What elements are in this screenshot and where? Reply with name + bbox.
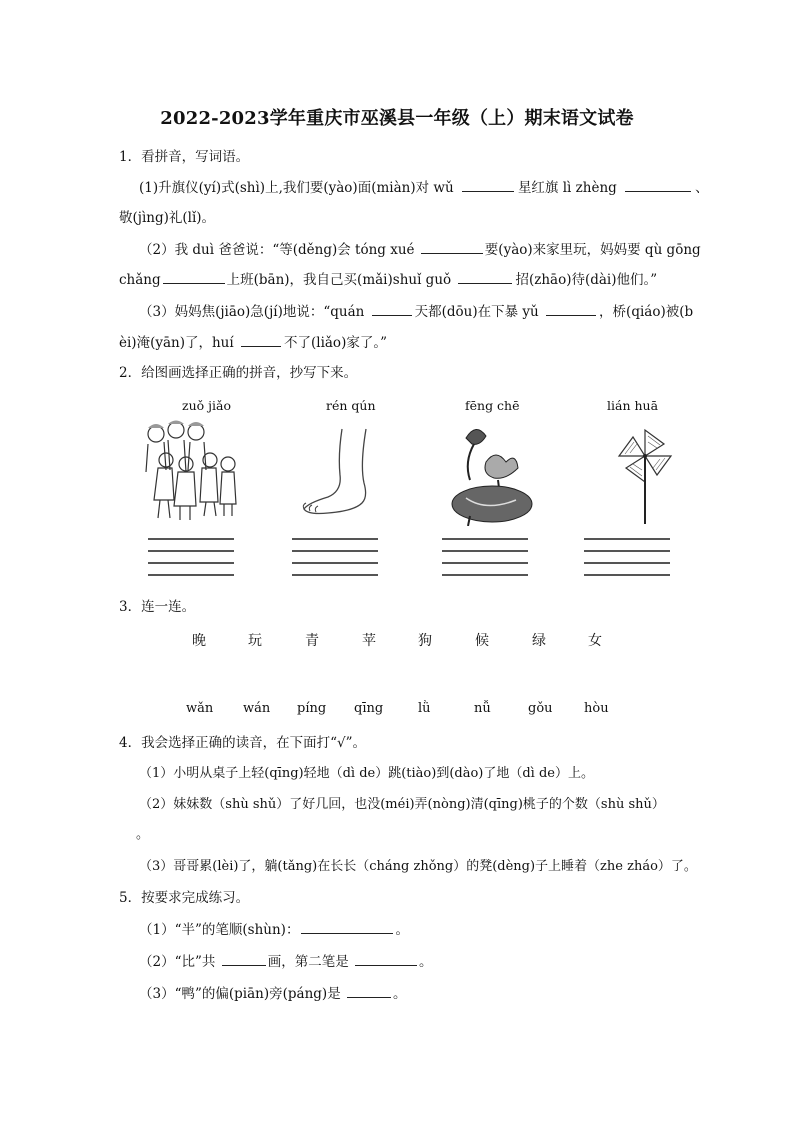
q5-text: 。 (393, 986, 407, 1002)
match-pinyin[interactable]: qīng (354, 701, 384, 716)
answer-blank[interactable] (421, 240, 483, 254)
q1-text: 招(zhāo)待(dài)他们。” (515, 272, 658, 288)
match-pinyin[interactable]: píng (297, 701, 327, 716)
q1-line-6 (119, 333, 387, 352)
q1-text: （3）妈妈焦(jiāo)急(jí)地说：“quán (139, 304, 365, 320)
q5-text: 画，第二笔是 (267, 954, 349, 970)
q1-line-5 (139, 302, 693, 321)
q1-text: 、 (695, 180, 709, 196)
q4-line-4: （3）哥哥累(lèi)了，躺(tǎng)在长长（cháng zhǒng）的凳(dèng)子上睡着（zhe zháo）了。 (139, 859, 697, 874)
match-pinyin[interactable]: lǜ (418, 701, 431, 716)
q4-line-3: 。 (136, 827, 150, 842)
answer-blank[interactable] (222, 952, 266, 966)
match-character[interactable]: 苹 (362, 633, 376, 649)
answer-blank[interactable] (372, 302, 412, 316)
pinyin-option: lián huā (607, 398, 659, 413)
match-character[interactable]: 狗 (418, 633, 432, 649)
q1-text: 星红旗 lì zhèng (517, 180, 617, 196)
answer-blank[interactable] (347, 984, 391, 998)
q5-heading: 5．按要求完成练习。 (119, 890, 250, 906)
q1-text: (1)升旗仪(yí)式(shì)上,我们要(yào)面(miàn)对 wǔ (139, 180, 454, 196)
q5-text: （1）“半”的笔顺(shùn)： (139, 922, 300, 938)
match-pinyin[interactable]: gǒu (528, 701, 553, 716)
q1-heading: 1．看拼音，写词语。 (119, 149, 250, 165)
match-pinyin[interactable]: wǎn (186, 701, 214, 716)
pinyin-option: zuǒ jiǎo (182, 398, 231, 413)
match-character[interactable]: 女 (588, 633, 602, 649)
match-character[interactable]: 绿 (532, 633, 546, 649)
foot-picture (298, 425, 380, 517)
q5-text: （2）“比”共 (139, 954, 216, 970)
q3-heading: 3．连一连。 (119, 599, 196, 615)
answer-blank[interactable] (458, 270, 512, 284)
match-pinyin[interactable]: hòu (584, 701, 609, 716)
q1-line-1 (139, 178, 709, 197)
q2-heading: 2．给图画选择正确的拼音，抄写下来。 (119, 365, 358, 381)
match-pinyin[interactable]: wán (243, 701, 271, 716)
match-pinyin[interactable]: nǚ (474, 701, 491, 716)
q5-line-3 (139, 984, 407, 1003)
writing-lines[interactable] (148, 538, 234, 578)
crowd-picture (138, 420, 242, 522)
pinyin-option: rén qún (326, 398, 376, 413)
q5-text: 。 (395, 922, 409, 938)
q1-text: 不了(liǎo)家了。” (283, 335, 387, 351)
answer-blank[interactable] (241, 333, 281, 347)
answer-blank[interactable] (301, 920, 393, 934)
pinwheel-picture (612, 426, 678, 526)
answer-blank[interactable] (462, 178, 514, 192)
match-character[interactable]: 玩 (248, 633, 262, 649)
answer-blank[interactable] (625, 178, 691, 192)
q1-line-3 (139, 240, 701, 259)
q1-line-4 (119, 270, 657, 289)
q5-text: 。 (419, 954, 433, 970)
writing-lines[interactable] (584, 538, 670, 578)
q1-text: 要(yào)来家里玩，妈妈要 qù gōng (484, 242, 701, 258)
q1-text: 上班(bān)，我自己买(mǎi)shuǐ guǒ (226, 272, 452, 288)
match-character[interactable]: 候 (475, 633, 489, 649)
q4-heading: 4．我会选择正确的读音，在下面打“√”。 (119, 735, 366, 751)
q1-text: ，桥(qiáo)被(b (599, 304, 694, 320)
q5-text: （3）“鸭”的偏(piān)旁(páng)是 (139, 986, 341, 1002)
q1-text: 天都(dōu)在下暴 yǔ (414, 304, 539, 320)
q5-line-2 (139, 952, 433, 971)
match-character[interactable]: 青 (305, 633, 319, 649)
q4-line-1: （1）小明从桌子上轻(qīng)轻地（dì de）跳(tiào)到(dào)了地（dì de）上。 (139, 766, 594, 781)
lotus-picture (446, 422, 534, 526)
answer-blank[interactable] (163, 270, 225, 284)
writing-lines[interactable] (442, 538, 528, 578)
q1-text: èi)淹(yān)了，huí (119, 335, 234, 351)
q1-line-2: 敬(jìng)礼(lǐ)。 (119, 210, 216, 226)
answer-blank[interactable] (355, 952, 417, 966)
q1-text: （2）我 duì 爸爸说：“等(děng)会 tóng xué (139, 242, 415, 258)
writing-lines[interactable] (292, 538, 378, 578)
answer-blank[interactable] (546, 302, 596, 316)
q1-text: chǎng (119, 272, 161, 288)
pinyin-option: fēng chē (465, 398, 520, 413)
match-character[interactable]: 晚 (192, 633, 206, 649)
page-title: 2022-2023学年重庆市巫溪县一年级（上）期末语文试卷 (160, 108, 634, 129)
q4-line-2: （2）妹妹数（shù shǔ）了好几回，也没(méi)弄(nòng)清(qīng)桃子的个数（shù shǔ） (139, 797, 665, 812)
q5-line-1 (139, 920, 409, 939)
